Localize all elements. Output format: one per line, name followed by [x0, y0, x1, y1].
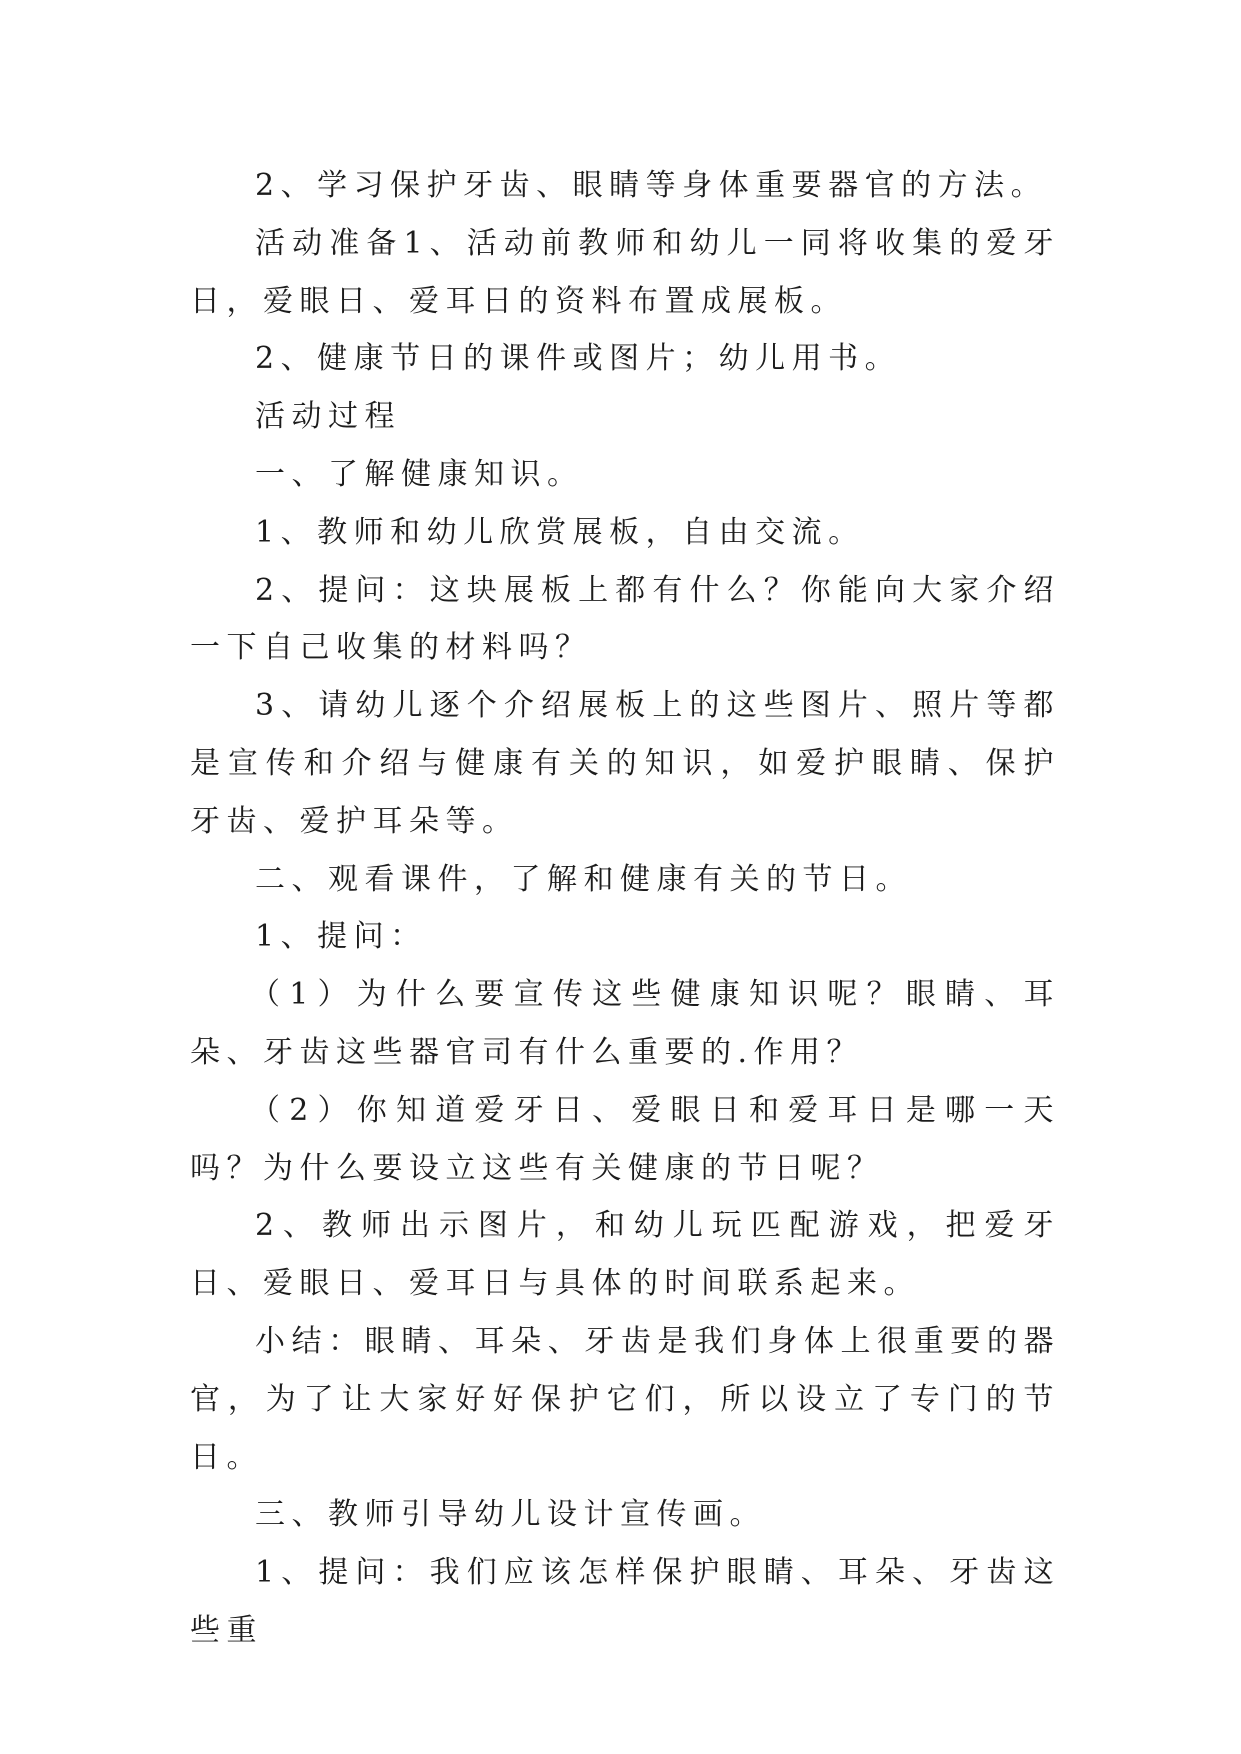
section-heading-process: 活动过程: [255, 399, 401, 435]
paragraph-objective-2: 2、学习保护牙齿、眼睛等身体重要器官的方法。: [255, 168, 1048, 203]
paragraph-part-1-step-1: 1、教师和幼儿欣赏展板，自由交流。: [255, 514, 865, 550]
paragraph-part-1-step-3: 3、请幼儿逐个介绍展板上的这些图片、照片等都是宣传和介绍与健康有关的知识，如爱护眼睛、保护牙齿、爱护耳朵等。: [190, 688, 1060, 839]
section-heading-part-3: 三、教师引导幼儿设计宣传画。: [255, 1497, 766, 1533]
paragraph-question-1: （1）为什么要宣传这些健康知识呢？眼睛、耳朵、牙齿这些器官司有什么重要的.作用？: [190, 977, 1060, 1070]
section-heading-part-2: 二、观看课件，了解和健康有关的节日。: [255, 861, 912, 897]
section-heading-part-1: 一、了解健康知识。: [255, 456, 584, 492]
paragraph-part-2-step-2: 2、教师出示图片，和幼儿玩匹配游戏，把爱牙日、爱眼日、爱耳日与具体的时间联系起来。: [190, 1208, 1060, 1302]
paragraph-part-1-step-2: 2、提问：这块展板上都有什么？你能向大家介绍一下自己收集的材料吗？: [190, 572, 1060, 666]
paragraph-summary: 小结：眼睛、耳朵、牙齿是我们身体上很重要的器官，为了让大家好好保护它们，所以设立了专门的节日。: [190, 1323, 1060, 1475]
paragraph-preparation-1: 活动准备1、活动前教师和幼儿一同将收集的爱牙日，爱眼日、爱耳日的资料布置成展板。: [190, 225, 1060, 319]
paragraph-part-3-step-1: 1、提问：我们应该怎样保护眼睛、耳朵、牙齿这些重: [190, 1555, 1060, 1648]
paragraph-part-2-step-1: 1、提问：: [255, 919, 427, 955]
paragraph-question-2: （2）你知道爱牙日、爱眼日和爱耳日是哪一天吗？为什么要设立这些有关健康的节日呢？: [190, 1092, 1060, 1186]
paragraph-preparation-2: 2、健康节日的课件或图片；幼儿用书。: [255, 341, 902, 377]
document-body: [190, 157, 1060, 1660]
